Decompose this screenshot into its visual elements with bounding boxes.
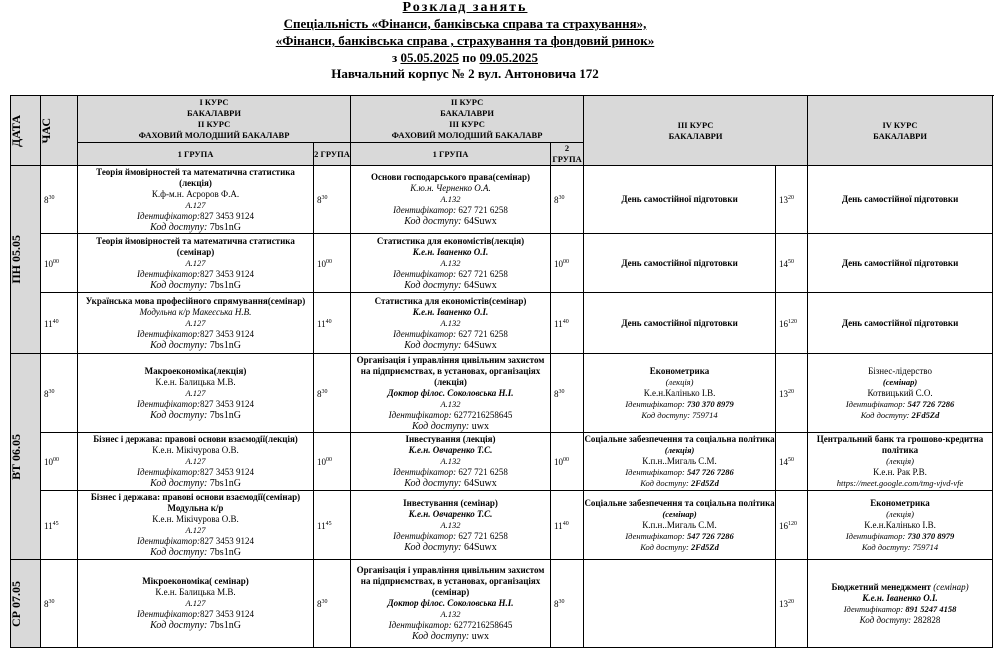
time-slot: $10^{00}$ [41, 234, 78, 293]
lesson-cell: Соціальне забезпечення та соціальна політика (семінар) К.п.н..Мигаль С.М. Ідентифікатор: 547 726 7286 Код доступу: 2Fd5Zd [584, 491, 776, 560]
time-slot: $14^{50}$ [776, 433, 808, 491]
c1-group1-header: 1 ГРУПА [78, 143, 314, 166]
time-slot: $11^{40}$ [551, 293, 584, 354]
time-slot: $11^{45}$ [314, 491, 351, 560]
self-study-cell: День самостійної підготовки [808, 293, 993, 354]
time-column-header: ЧАС [41, 96, 78, 166]
meet-link[interactable]: https://meet.google.com/tmg-vjvd-vfe [836, 478, 964, 488]
time-slot: $10^{00}$ [314, 433, 351, 491]
time-slot: $8^{30}$ [41, 354, 78, 433]
lesson-cell: Інвестування (лекція) К.е.н. Овчаренко Т.С. А.132 Ідентифікатор: 627 721 6258 Код доступу: 64Suwx [351, 433, 551, 491]
schedule-table [10, 95, 993, 648]
lesson-cell: Інвестування (семінар) К.е.н. Овчаренко Т.С. А.132 Ідентифікатор: 627 721 6258 Код доступу: 64Suwx [351, 491, 551, 560]
date-to: 09.05.2025 [479, 50, 538, 65]
course1-header: І КУРС БАКАЛАВРИ ІІ КУРС ФАХОВИЙ МОЛОДШИЙ БАКАЛАВР [78, 96, 351, 143]
c1-group2-header: 2 ГРУПА [314, 143, 351, 166]
specialty-line-1: Спеціальність «Фінанси, банківська справа та страхування», [283, 16, 647, 31]
time-slot: $8^{30}$ [41, 166, 78, 234]
time-slot: $10^{00}$ [551, 234, 584, 293]
day-label-tue: ВТ 06.05 [11, 354, 41, 560]
lesson-cell: Соціальне забезпечення та соціальна політика (лекція) К.п.н..Мигаль С.М. Ідентифікатор: 547 726 7286 Код доступу: 2Fd5Zd [584, 433, 776, 491]
lesson-cell: Статистика для економістів(лекція) К.е.н. Іваненко О.І. А.132 Ідентифікатор: 627 721 6258 Код доступу: 64Suwx [351, 234, 551, 293]
time-slot: $11^{40}$ [314, 293, 351, 354]
time-slot: $16^{120}$ [776, 491, 808, 560]
time-slot: $10^{00}$ [314, 234, 351, 293]
time-slot: $13^{20}$ [776, 166, 808, 234]
time-slot: $13^{20}$ [776, 560, 808, 648]
course3-header: ІІІ КУРС БАКАЛАВРИ [584, 96, 808, 166]
c2-group2-header: 2 ГРУПА [552, 143, 582, 164]
time-slot: $10^{00}$ [551, 433, 584, 491]
time-slot: $8^{30}$ [551, 560, 584, 648]
time-slot: $8^{30}$ [314, 166, 351, 234]
lesson-cell: Бізнес і держава: правові основи взаємодії(лекція) К.е.н. Мікічурова О.В. А.127 Ідентифікатор:827 3453 9124 Код доступу: 7bs1nG [78, 433, 314, 491]
course4-header: ІV КУРС БАКАЛАВРИ [808, 96, 993, 166]
time-slot: $14^{50}$ [776, 234, 808, 293]
lesson-cell: Статистика для економістів(семінар) К.е.н. Іваненко О.І. А.132 Ідентифікатор: 627 721 6258 Код доступу: 64Suwx [351, 293, 551, 354]
course2-header: ІІ КУРС БАКАЛАВРИ ІІІ КУРС ФАХОВИЙ МОЛОДШИЙ БАКАЛАВР [351, 96, 584, 143]
time-slot: $8^{30}$ [314, 354, 351, 433]
empty-cell [584, 560, 776, 648]
time-slot: $8^{30}$ [551, 354, 584, 433]
lesson-cell: Організація і управління цивільним захистом на підприємствах, в установах, організаціях (лекція) Доктор філос. Соколовська Н.І. А.132 Ідентифікатор: 6277216258645 Код доступу: uwx [351, 354, 551, 433]
self-study-cell: День самостійної підготовки [584, 293, 776, 354]
lesson-cell: Бюджетний менеджмент (семінар) К.е.н. Іваненко О.І. Ідентифікатор: 891 5247 4158 Код доступу: 282828 [808, 560, 993, 648]
lesson-cell: Основи господарського права(семінар) К.ю.н. Черненко О.А. А.132 Ідентифікатор: 627 721 6258 Код доступу: 64Suwx [351, 166, 551, 234]
schedule-title: Розклад занять [402, 0, 528, 15]
time-slot: $10^{00}$ [41, 433, 78, 491]
time-slot: $11^{45}$ [41, 491, 78, 560]
time-slot: $11^{40}$ [41, 293, 78, 354]
date-range [0, 50, 930, 66]
self-study-cell: День самостійної підготовки [584, 234, 776, 293]
self-study-cell: День самостійної підготовки [808, 234, 993, 293]
specialty-line-2: «Фінанси, банківська справа , страхування та фондовий ринок» [275, 33, 655, 48]
lesson-cell: Організація і управління цивільним захистом на підприємствах, в установах, організаціях (семінар) Доктор філос. Соколовська Н.І. А.132 Ідентифікатор: 6277216258645 Код доступу: uwx [351, 560, 551, 648]
time-slot: $8^{30}$ [551, 166, 584, 234]
time-slot: $11^{40}$ [551, 491, 584, 560]
self-study-cell: День самостійної підготовки [584, 166, 776, 234]
time-slot: $16^{120}$ [776, 293, 808, 354]
lesson-cell: Економетрика (лекція) К.е.н.Калінько І.В. Ідентифікатор: 730 370 8979 Код доступу: 759714 [584, 354, 776, 433]
day-label-mon: ПН 05.05 [11, 166, 41, 354]
lesson-cell: Теорія ймовірностей та математична статистика (семінар) А.127 Ідентифікатор:827 3453 9124 Код доступу: 7bs1nG [78, 234, 314, 293]
day-label-wed: СР 07.05 [11, 560, 41, 648]
time-slot: $13^{20}$ [776, 354, 808, 433]
lesson-cell: Теорія ймовірностей та математична статистика (лекція) К.ф-м.н. Асроров Ф.А. А.127 Ідентифікатор:827 3453 9124 Код доступу: 7bs1nG [78, 166, 314, 234]
self-study-cell: День самостійної підготовки [808, 166, 993, 234]
date-mid: по [458, 50, 480, 65]
lesson-cell: Українська мова професійного спрямування(семінар) Модульна к/р Макеєська Н.В. А.127 Ідентифікатор:827 3453 9124 Код доступу: 7bs1nG [78, 293, 314, 354]
lesson-cell: Бізнес-лідерство (семінар) Котвицький С.О. Ідентифікатор: 547 726 7286 Код доступу: 2Fd5Zd [808, 354, 993, 433]
lesson-cell: Центральний банк та грошово-кредитна політика (лекція) К.е.н. Рак Р.В. https://meet.google.com/tmg-vjvd-vfe [808, 433, 993, 491]
time-slot: $8^{30}$ [41, 560, 78, 648]
date-from: 05.05.2025 [400, 50, 459, 65]
lesson-cell: Макроекономіка(лекція) К.е.н. Балицька М.В. А.127 Ідентифікатор:827 3453 9124 Код доступу: 7bs1nG [78, 354, 314, 433]
lesson-cell: Економетрика (лекція) К.е.н.Калінько І.В. Ідентифікатор: 730 370 8979 Код доступу: 759714 [808, 491, 993, 560]
building-address: Навчальний корпус № 2 вул. Антоновича 172 [331, 66, 599, 81]
date-prefix: з [392, 50, 401, 65]
lesson-cell: Бізнес і держава: правові основи взаємодії(семінар) Модульна к/р К.е.н. Мікічурова О.В. А.127 Ідентифікатор:827 3453 9124 Код доступу: 7bs1nG [78, 491, 314, 560]
lesson-cell: Мікроекономіка( семінар) К.е.н. Балицька М.В. А.127 Ідентифікатор:827 3453 9124 Код доступу: 7bs1nG [78, 560, 314, 648]
c2-group1-header: 1 ГРУПА [351, 143, 551, 166]
time-slot: $8^{30}$ [314, 560, 351, 648]
date-column-header: ДАТА [11, 96, 41, 166]
